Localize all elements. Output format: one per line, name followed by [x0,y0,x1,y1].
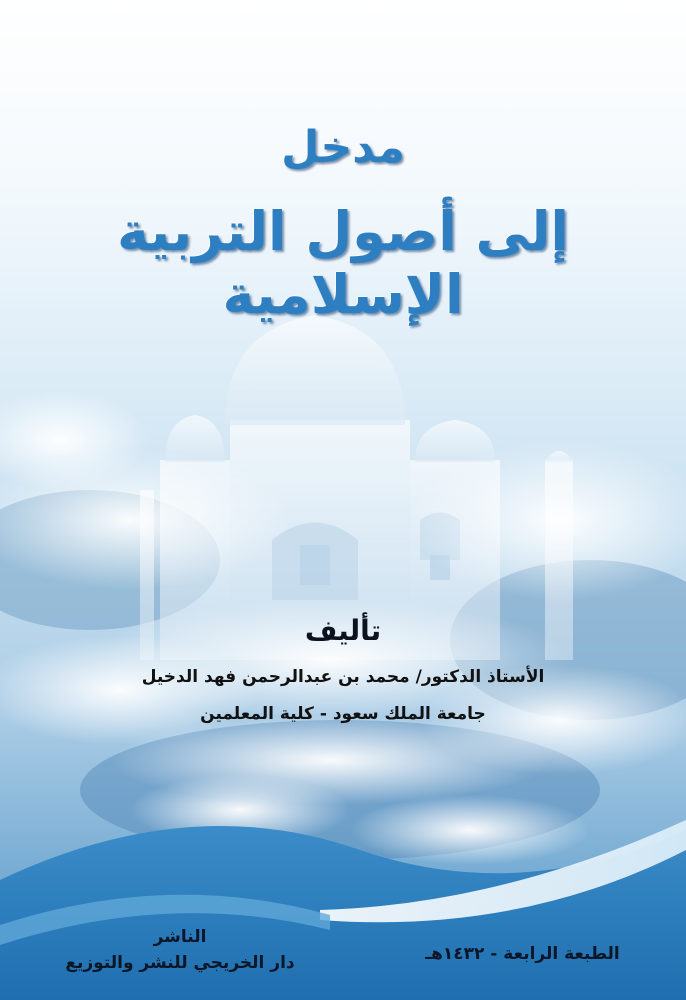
author-affiliation: جامعة الملك سعود - كلية المعلمين [200,704,486,724]
book-title-line-2: إلى أصول التربية الإسلامية [117,200,569,326]
publisher-block [50,924,310,977]
edition-label: الطبعة الرابعة - ١٤٣٢هـ [425,944,620,964]
author-name: الأستاذ الدكتور/ محمد بن عبدالرحمن فهد الدخيل [141,667,545,687]
book-title-line-1: مدخل [281,122,405,173]
publisher-name: دار الخريجي للنشر والتوزيع [65,953,295,974]
author-heading: تأليف [304,614,382,647]
publisher-heading: الناشر [153,927,207,947]
